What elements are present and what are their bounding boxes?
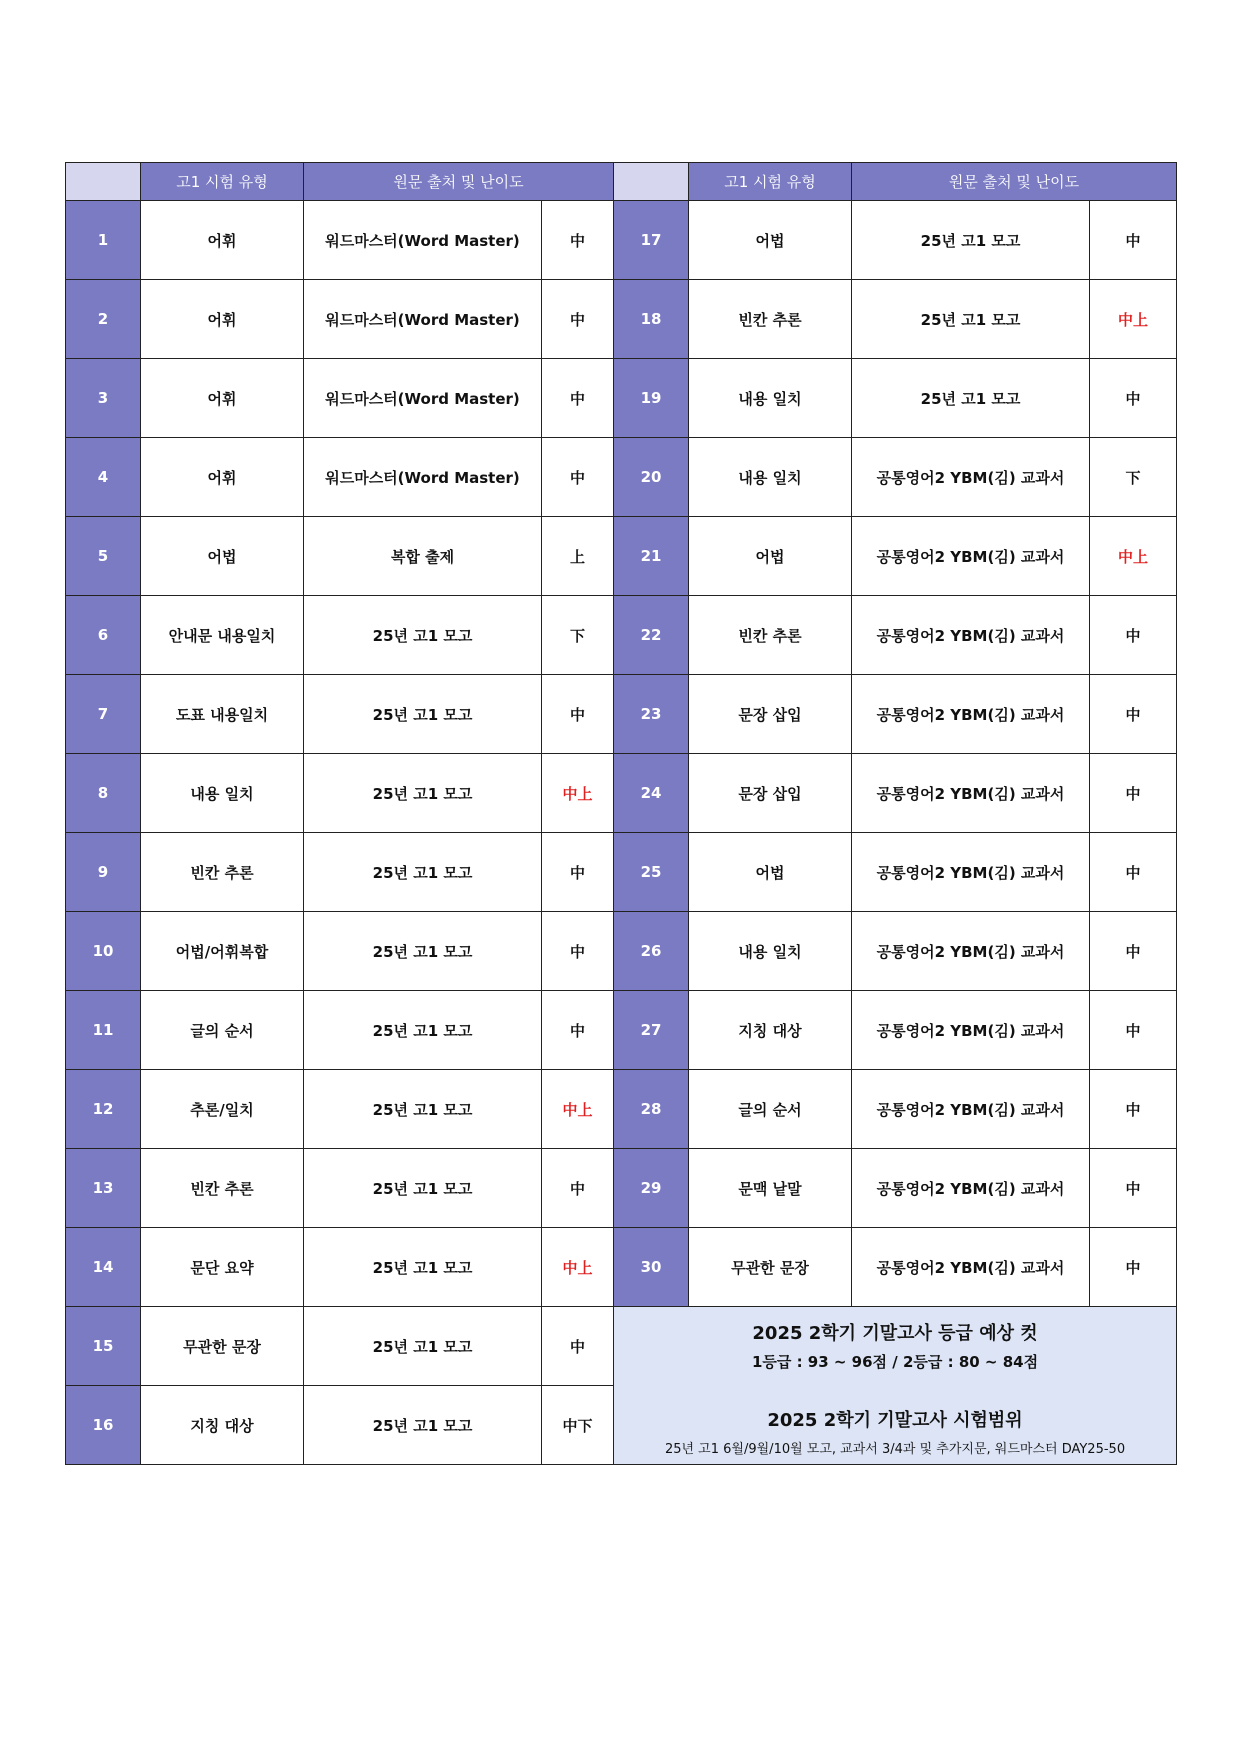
- table-row: [66, 754, 1177, 833]
- question-source: 워드마스터(Word Master): [304, 201, 542, 280]
- question-source: 워드마스터(Word Master): [304, 280, 542, 359]
- question-source: 공통영어2 YBM(김) 교과서: [852, 1228, 1090, 1307]
- question-source: 공통영어2 YBM(김) 교과서: [852, 754, 1090, 833]
- question-type: 어휘: [141, 201, 304, 280]
- question-type: 빈칸 추론: [689, 596, 852, 675]
- question-type: 문단 요약: [141, 1228, 304, 1307]
- table-row: [66, 1070, 1177, 1149]
- question-number: 17: [614, 201, 689, 280]
- table-row: [66, 280, 1177, 359]
- question-difficulty: 中: [1090, 754, 1177, 833]
- question-difficulty: 中: [1090, 833, 1177, 912]
- exam-info-box: [614, 1307, 1177, 1465]
- question-difficulty: 下: [1090, 438, 1177, 517]
- question-number: 18: [614, 280, 689, 359]
- question-type: 지칭 대상: [141, 1386, 304, 1465]
- question-difficulty: 中: [1090, 201, 1177, 280]
- question-difficulty: 中: [1090, 1228, 1177, 1307]
- question-type: 어휘: [141, 438, 304, 517]
- question-difficulty: 中: [542, 912, 614, 991]
- question-difficulty: 中上: [542, 1070, 614, 1149]
- question-number: 6: [66, 596, 141, 675]
- question-source: 25년 고1 모고: [304, 1307, 542, 1386]
- question-source: 25년 고1 모고: [304, 675, 542, 754]
- question-difficulty: 中: [1090, 675, 1177, 754]
- table-row: [66, 1307, 1177, 1386]
- question-source: 복합 출제: [304, 517, 542, 596]
- table-row: [66, 833, 1177, 912]
- table-row: [66, 201, 1177, 280]
- question-source: 25년 고1 모고: [304, 1228, 542, 1307]
- question-number: 11: [66, 991, 141, 1070]
- table-row: [66, 1149, 1177, 1228]
- question-source: 공통영어2 YBM(김) 교과서: [852, 675, 1090, 754]
- question-number: 5: [66, 517, 141, 596]
- question-source: 공통영어2 YBM(김) 교과서: [852, 833, 1090, 912]
- table-row: [66, 438, 1177, 517]
- question-number: 27: [614, 991, 689, 1070]
- header-blank-left: [66, 163, 141, 201]
- question-difficulty: 中: [1090, 991, 1177, 1070]
- question-difficulty: 中: [542, 359, 614, 438]
- question-difficulty: 中上: [1090, 280, 1177, 359]
- question-number: 24: [614, 754, 689, 833]
- question-difficulty: 下: [542, 596, 614, 675]
- question-difficulty: 中: [1090, 596, 1177, 675]
- grade-cut-title: 2025 2학기 기말고사 등급 예상 컷: [752, 1322, 1038, 1344]
- question-type: 어법: [689, 201, 852, 280]
- question-type: 추론/일치: [141, 1070, 304, 1149]
- question-number: 3: [66, 359, 141, 438]
- question-type: 어휘: [141, 280, 304, 359]
- question-difficulty: 中: [542, 833, 614, 912]
- exam-type-table: [65, 162, 1177, 1465]
- question-type: 글의 순서: [689, 1070, 852, 1149]
- question-source: 공통영어2 YBM(김) 교과서: [852, 1070, 1090, 1149]
- question-number: 23: [614, 675, 689, 754]
- question-source: 공통영어2 YBM(김) 교과서: [852, 912, 1090, 991]
- question-type: 무관한 문장: [689, 1228, 852, 1307]
- question-number: 26: [614, 912, 689, 991]
- question-difficulty: 中: [542, 1307, 614, 1386]
- header-source-right: 원문 출처 및 난이도: [852, 163, 1177, 201]
- table-row: [66, 991, 1177, 1070]
- question-type: 어휘: [141, 359, 304, 438]
- question-source: 공통영어2 YBM(김) 교과서: [852, 596, 1090, 675]
- question-type: 어법: [689, 833, 852, 912]
- table-header-row: [66, 163, 1177, 201]
- question-difficulty: 中: [542, 438, 614, 517]
- question-type: 글의 순서: [141, 991, 304, 1070]
- table-row: [66, 596, 1177, 675]
- question-source: 워드마스터(Word Master): [304, 438, 542, 517]
- question-type: 지칭 대상: [689, 991, 852, 1070]
- question-type: 내용 일치: [689, 359, 852, 438]
- question-type: 어법: [689, 517, 852, 596]
- question-type: 무관한 문장: [141, 1307, 304, 1386]
- question-number: 15: [66, 1307, 141, 1386]
- question-number: 20: [614, 438, 689, 517]
- question-number: 12: [66, 1070, 141, 1149]
- table-row: [66, 517, 1177, 596]
- question-difficulty: 中: [542, 201, 614, 280]
- question-difficulty: 中下: [542, 1386, 614, 1465]
- question-difficulty: 中: [542, 280, 614, 359]
- question-number: 30: [614, 1228, 689, 1307]
- question-source: 25년 고1 모고: [304, 1386, 542, 1465]
- table-row: [66, 1228, 1177, 1307]
- question-number: 13: [66, 1149, 141, 1228]
- question-difficulty: 上: [542, 517, 614, 596]
- table-row: [66, 359, 1177, 438]
- question-number: 29: [614, 1149, 689, 1228]
- question-difficulty: 中上: [542, 1228, 614, 1307]
- question-difficulty: 中: [1090, 359, 1177, 438]
- exam-range-text: 25년 고1 6월/9월/10월 모고, 교과서 3/4과 및 추가지문, 워드마스터 DAY25-50: [664, 1441, 1126, 1457]
- question-difficulty: 中上: [1090, 517, 1177, 596]
- question-type: 어법: [141, 517, 304, 596]
- question-number: 1: [66, 201, 141, 280]
- question-type: 내용 일치: [689, 438, 852, 517]
- header-source-left: 원문 출처 및 난이도: [304, 163, 614, 201]
- question-source: 공통영어2 YBM(김) 교과서: [852, 517, 1090, 596]
- question-type: 문장 삽입: [689, 754, 852, 833]
- question-difficulty: 中: [542, 1149, 614, 1228]
- question-source: 공통영어2 YBM(김) 교과서: [852, 438, 1090, 517]
- question-difficulty: 中: [542, 991, 614, 1070]
- question-source: 25년 고1 모고: [304, 1149, 542, 1228]
- question-difficulty: 中: [1090, 1149, 1177, 1228]
- question-number: 7: [66, 675, 141, 754]
- question-difficulty: 中: [1090, 1070, 1177, 1149]
- question-source: 25년 고1 모고: [852, 359, 1090, 438]
- question-number: 28: [614, 1070, 689, 1149]
- question-number: 16: [66, 1386, 141, 1465]
- question-type: 빈칸 추론: [141, 833, 304, 912]
- question-difficulty: 中: [1090, 912, 1177, 991]
- question-source: 25년 고1 모고: [304, 754, 542, 833]
- header-type-right: 고1 시험 유형: [689, 163, 852, 201]
- question-number: 25: [614, 833, 689, 912]
- question-source: 워드마스터(Word Master): [304, 359, 542, 438]
- question-number: 4: [66, 438, 141, 517]
- table-row: [66, 912, 1177, 991]
- question-type: 안내문 내용일치: [141, 596, 304, 675]
- question-source: 공통영어2 YBM(김) 교과서: [852, 991, 1090, 1070]
- question-number: 8: [66, 754, 141, 833]
- question-number: 10: [66, 912, 141, 991]
- question-type: 빈칸 추론: [141, 1149, 304, 1228]
- question-type: 문맥 낱말: [689, 1149, 852, 1228]
- question-type: 빈칸 추론: [689, 280, 852, 359]
- question-source: 25년 고1 모고: [304, 596, 542, 675]
- grade-cut-text: 1등급 : 93 ~ 96점 / 2등급 : 80 ~ 84점: [751, 1352, 1039, 1371]
- question-type: 어법/어휘복합: [141, 912, 304, 991]
- header-blank-right: [614, 163, 689, 201]
- question-number: 21: [614, 517, 689, 596]
- table-row: [66, 675, 1177, 754]
- question-source: 25년 고1 모고: [852, 201, 1090, 280]
- exam-range-title: 2025 2학기 기말고사 시험범위: [767, 1409, 1023, 1431]
- question-number: 19: [614, 359, 689, 438]
- question-difficulty: 中上: [542, 754, 614, 833]
- question-source: 25년 고1 모고: [304, 1070, 542, 1149]
- question-number: 14: [66, 1228, 141, 1307]
- header-type-left: 고1 시험 유형: [141, 163, 304, 201]
- question-source: 25년 고1 모고: [304, 833, 542, 912]
- question-source: 25년 고1 모고: [304, 912, 542, 991]
- question-type: 도표 내용일치: [141, 675, 304, 754]
- question-source: 공통영어2 YBM(김) 교과서: [852, 1149, 1090, 1228]
- question-number: 22: [614, 596, 689, 675]
- question-source: 25년 고1 모고: [304, 991, 542, 1070]
- question-number: 2: [66, 280, 141, 359]
- question-type: 내용 일치: [141, 754, 304, 833]
- question-type: 내용 일치: [689, 912, 852, 991]
- question-difficulty: 中: [542, 675, 614, 754]
- question-source: 25년 고1 모고: [852, 280, 1090, 359]
- question-type: 문장 삽입: [689, 675, 852, 754]
- question-number: 9: [66, 833, 141, 912]
